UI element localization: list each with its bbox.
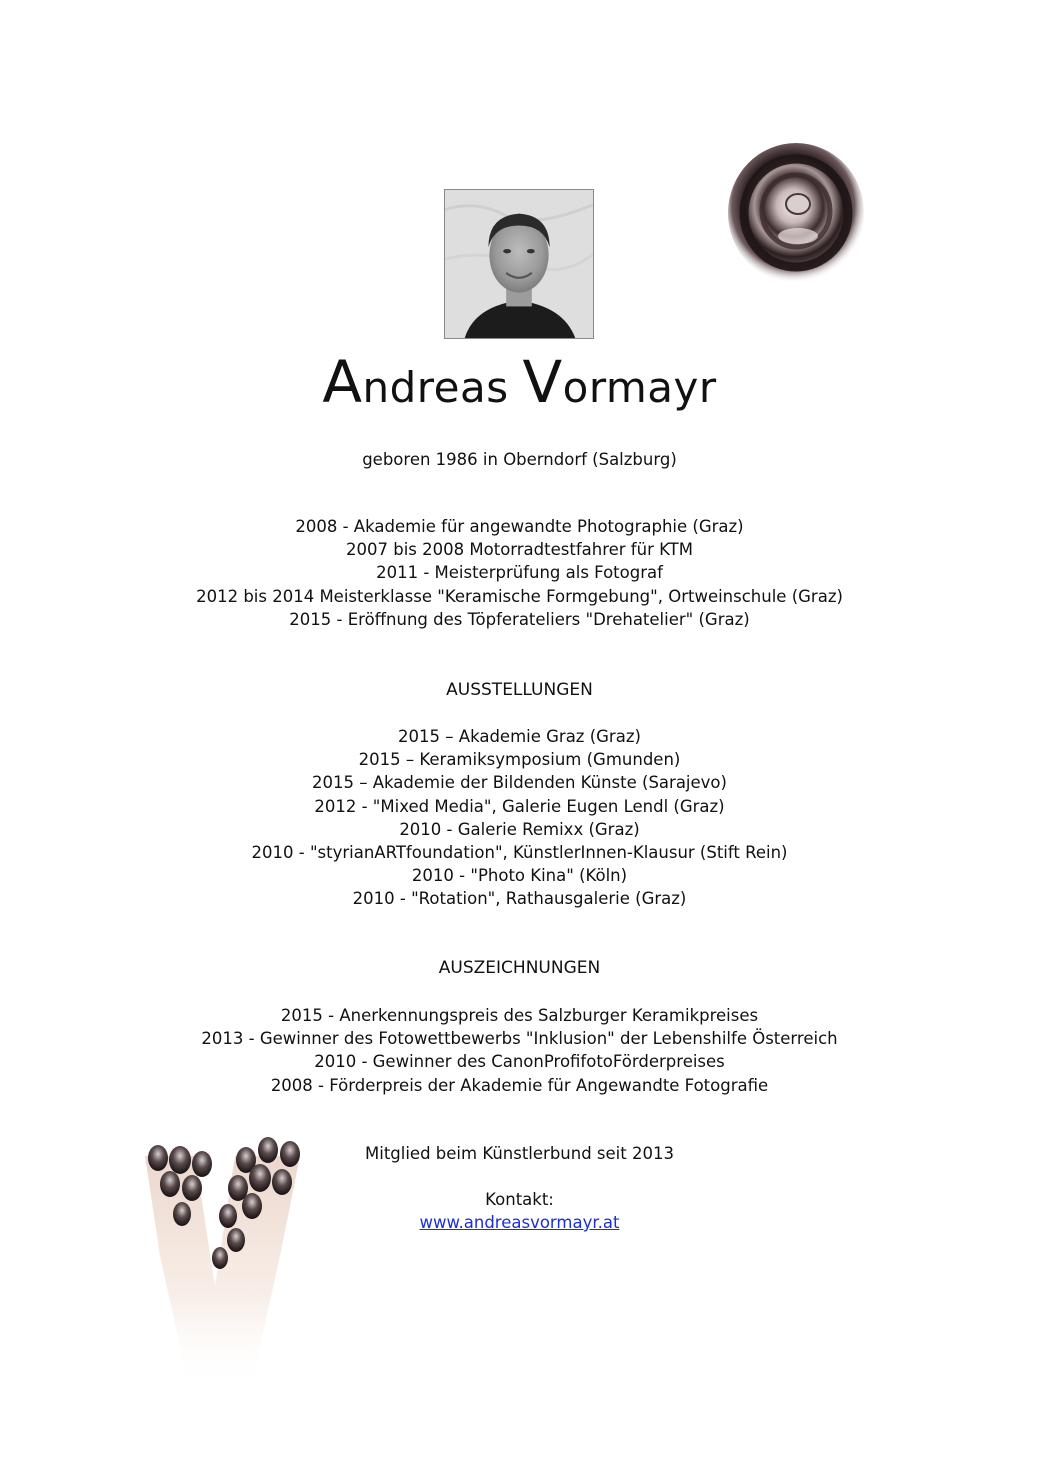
exhibition-item: 2010 - "styrianARTfoundation", KünstlerInnen-Klausur (Stift Rein) [251,842,788,862]
contact-line [0,1211,1039,1234]
name-last-rest: ormayr [562,363,717,412]
career-list [0,515,1039,631]
exhibitions-heading: AUSSTELLUNGEN [446,680,593,700]
career-item: 2012 bis 2014 Meisterklasse "Keramische Formgebung", Ortweinschule (Graz) [196,586,843,606]
name-last-initial: V [522,348,563,416]
award-item: 2010 - Gewinner des CanonProfifotoFörderpreises [314,1052,725,1072]
artist-name [0,348,1039,418]
exhibition-item: 2010 - "Rotation", Rathausgalerie (Graz) [352,889,687,909]
award-item: 2008 - Förderpreis der Akademie für Angewandte Fotografie [270,1075,769,1095]
career-item: 2008 - Akademie für angewandte Photographie (Graz) [295,517,744,536]
birth-info: geboren 1986 in Oberndorf (Salzburg) [362,450,677,469]
exhibition-item: 2010 - "Photo Kina" (Köln) [411,866,628,886]
career-item: 2007 bis 2008 Motorradtestfahrer für KTM [346,540,693,560]
exhibition-item: 2015 – Akademie der Bildenden Künste (Sarajevo) [312,773,727,793]
ceramic-bowl-image [722,140,870,290]
portrait-photo [444,189,594,339]
exhibition-item: 2010 - Galerie Remixx (Graz) [399,819,640,839]
awards-list [0,1004,1039,1097]
membership-info: Mitglied beim Künstlerbund seit 2013 [365,1144,674,1163]
exhibition-item: 2015 – Keramiksymposium (Gmunden) [358,750,681,770]
career-item: 2011 - Meisterprüfung als Fotograf [376,563,663,583]
ceramic-vases-image [140,1136,310,1391]
name-first-rest: ndreas [362,363,523,412]
award-item: 2013 - Gewinner des Fotowettbewerbs "Inklusion" der Lebenshilfe Österreich [201,1029,838,1049]
contact-label: Kontakt: [485,1190,554,1209]
awards-heading: AUSZEICHNUNGEN [438,958,601,978]
exhibition-item: 2012 - "Mixed Media", Galerie Eugen Lendl (Graz) [314,796,725,816]
exhibition-item: 2015 – Akademie Graz (Graz) [398,727,641,746]
exhibitions-list [0,725,1039,911]
award-item: 2015 - Anerkennungspreis des Salzburger Keramikpreises [280,1006,759,1025]
website-link[interactable]: www.andreasvormayr.at [419,1213,620,1232]
name-first-initial: A [322,348,363,416]
career-item: 2015 - Eröffnung des Töpferateliers "Drehatelier" (Graz) [289,609,750,629]
